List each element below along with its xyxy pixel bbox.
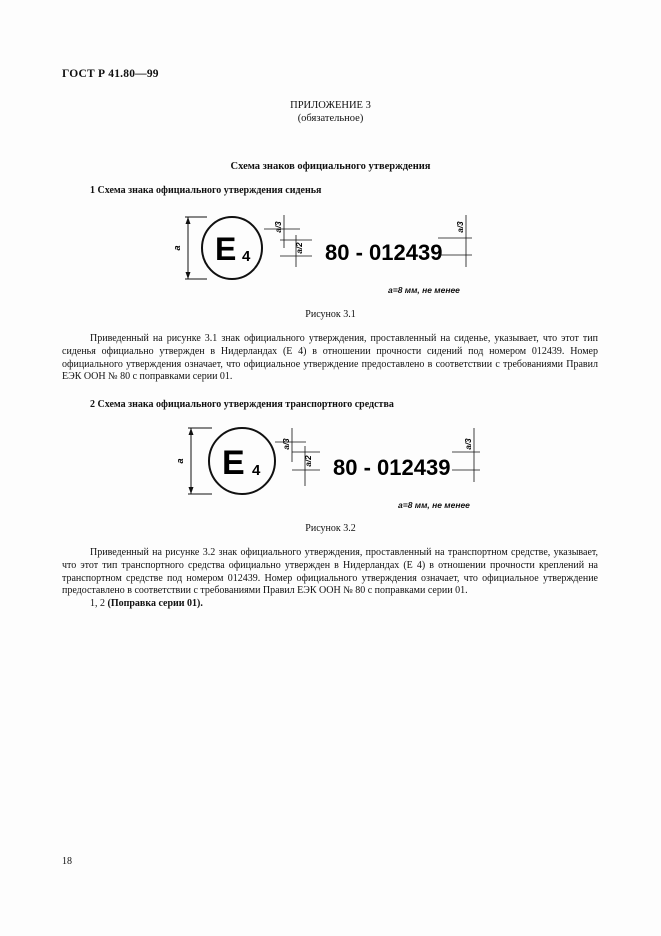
dim-a-arrow-bottom	[186, 272, 191, 279]
dim-right-label: a/3	[464, 438, 473, 450]
approval-mark-figure-vehicle	[168, 420, 488, 500]
appendix-title: ПРИЛОЖЕНИЕ 3	[290, 100, 371, 111]
dim-right-label: a/3	[456, 221, 465, 233]
page-number: 18	[62, 856, 72, 867]
dim-half-label: a/2	[304, 455, 313, 467]
letter-e: E	[215, 231, 237, 267]
scheme-title: Схема знаков официального утверждения	[230, 161, 431, 172]
country-number: 4	[252, 462, 261, 479]
section1-heading: 1 Схема знака официального утверждения сиденья	[90, 185, 322, 196]
dim-third-label: a/3	[274, 221, 283, 233]
section2-paragraph	[62, 547, 598, 611]
dim-a-arrow-top	[189, 428, 194, 435]
amendment-prefix: 1, 2	[90, 598, 108, 610]
paragraph-text: Приведенный на рисунке 3.1 знак официального утверждения, проставленный на сиденье, указывает, что этот тип сиденья официально утвержден в Нидерландах (E 4) в отношении прочности сидений под номером 012439. Номер официального утверждения означает, что официальное утверждение предоставлено в соответствии с требованиями Правил ЕЭК ООН № 80 с поправками серии 01.	[62, 333, 598, 383]
dim-a-label: a	[172, 245, 182, 251]
section2-heading: 2 Схема знака официального утверждения транспортного средства	[90, 399, 394, 410]
dim-a-arrow-bottom	[189, 487, 194, 494]
dim-a-arrow-top	[186, 217, 191, 224]
paragraph-text: Приведенный на рисунке 3.2 знак официального утверждения, проставленный на транспортном средстве, указывает, что этот тип транспортного средства официально утвержден в Нидерландах (E 4) в отношении прочности креплений на транспортном средстве под номером 012439. Номер официального утверждения означает, что официальное утверждение предоставлено в соответствии с требованиями Правил ЕЭК ООН № 80 с поправками серии 01.	[62, 547, 598, 597]
figure-caption-3-2: Рисунок 3.2	[305, 523, 356, 534]
size-note: a=8 мм, не менее	[388, 285, 460, 295]
dim-third-label: a/3	[282, 438, 291, 450]
appendix-heading	[0, 99, 661, 125]
appendix-subtitle: (обязательное)	[297, 113, 364, 124]
section1-paragraph	[62, 333, 598, 384]
approval-number: 80 - 012439	[325, 240, 443, 265]
country-number: 4	[242, 248, 251, 265]
document-code: ГОСТ Р 41.80—99	[62, 68, 159, 80]
figure-caption-3-1: Рисунок 3.1	[305, 309, 356, 320]
dim-half-label: a/2	[295, 242, 304, 254]
letter-e: E	[222, 444, 245, 482]
amendment-bold: (Поправка серии 01).	[107, 598, 203, 610]
approval-number: 80 - 012439	[333, 455, 451, 480]
amendment-line	[62, 598, 598, 611]
size-note: a=8 мм, не менее	[398, 500, 470, 510]
dim-a-label: a	[175, 458, 185, 464]
